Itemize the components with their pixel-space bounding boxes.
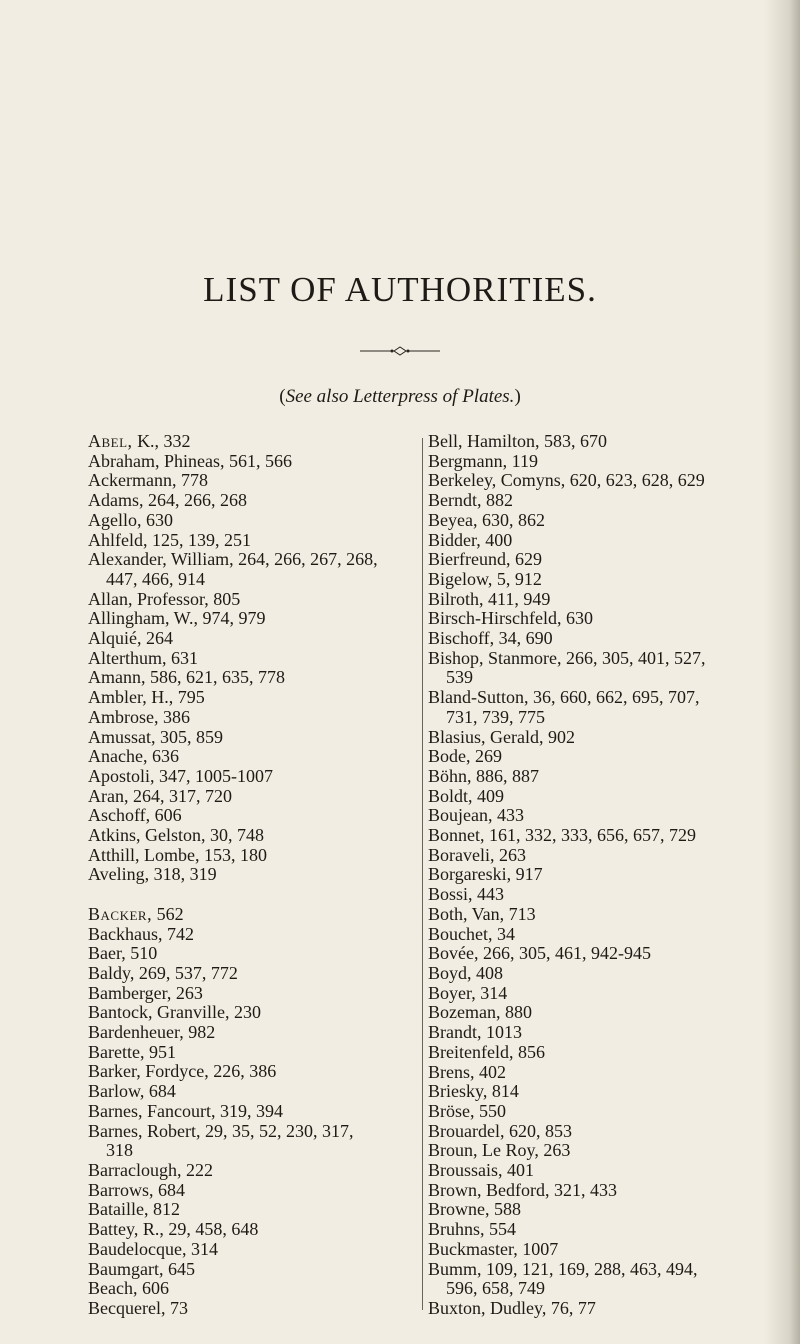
index-entry: Baudelocque, 314: [88, 1238, 218, 1259]
index-entry: Barnes, Robert, 29, 35, 52, 230, 317,: [88, 1120, 354, 1141]
index-entry-continuation: 447, 466, 914: [106, 568, 205, 589]
entry-pages: 562: [152, 903, 184, 924]
index-entry: Both, Van, 713: [428, 903, 536, 924]
index-entry: Baer, 510: [88, 943, 158, 964]
index-entry: Barlow, 684: [88, 1081, 176, 1102]
index-entry: Blasius, Gerald, 902: [428, 726, 575, 747]
authorities-column-left: [88, 432, 398, 1319]
index-entry: Bierfreund, 629: [428, 549, 542, 570]
divider-ornament: [360, 346, 440, 356]
entry-pages: K., 332: [132, 431, 191, 451]
index-entry: Briesky, 814: [428, 1081, 519, 1102]
index-entry: Allingham, W., 974, 979: [88, 608, 266, 629]
index-entry: Bamberger, 263: [88, 982, 203, 1003]
index-entry: Broun, Le Roy, 263: [428, 1140, 571, 1161]
index-entry-continuation: 731, 739, 775: [446, 706, 545, 727]
index-entry: Borgareski, 917: [428, 864, 543, 885]
section-initial-name: Backer,: [88, 903, 153, 924]
index-entry: Bode, 269: [428, 746, 502, 767]
index-entry: Aschoff, 606: [88, 805, 182, 826]
index-entry: Alterthum, 631: [88, 647, 198, 668]
index-entry: Berkeley, Comyns, 620, 623, 628, 629: [428, 470, 705, 491]
index-entry-continuation: 596, 658, 749: [446, 1278, 545, 1299]
index-entry: Alquié, 264: [88, 628, 173, 649]
index-entry: Bonnet, 161, 332, 333, 656, 657, 729: [428, 825, 696, 846]
index-entry: Breitenfeld, 856: [428, 1041, 545, 1062]
index-entry: Bossi, 443: [428, 884, 505, 905]
index-entry: Aveling, 318, 319: [88, 864, 217, 885]
index-entry: Bovée, 266, 305, 461, 942-945: [428, 943, 651, 964]
index-entry: Brouardel, 620, 853: [428, 1120, 572, 1141]
index-entry: Brandt, 1013: [428, 1022, 522, 1043]
index-entry: [88, 905, 398, 925]
index-entry: Buckmaster, 1007: [428, 1238, 559, 1259]
index-entry: Amussat, 305, 859: [88, 726, 223, 747]
index-entry: Bruhns, 554: [428, 1219, 517, 1240]
index-entry: Bardenheuer, 982: [88, 1022, 216, 1043]
index-entry-continuation: 318: [106, 1140, 133, 1161]
index-entry: Brown, Bedford, 321, 433: [428, 1179, 617, 1200]
see-also-note: (See also Letterpress of Plates.): [279, 386, 521, 407]
index-entry: Baldy, 269, 537, 772: [88, 962, 238, 983]
index-entry: Apostoli, 347, 1005-1007: [88, 765, 274, 786]
index-entry: Barnes, Fancourt, 319, 394: [88, 1100, 283, 1121]
index-entry: Anache, 636: [88, 746, 179, 767]
index-entry: Berndt, 882: [428, 490, 513, 511]
index-entry: Bland-Sutton, 36, 660, 662, 695, 707,: [428, 687, 700, 708]
index-entry: Browne, 588: [428, 1199, 521, 1220]
index-entry: Agello, 630: [88, 509, 173, 530]
section-spacer: [88, 885, 398, 905]
index-entry: Backhaus, 742: [88, 923, 194, 944]
index-entry: Becquerel, 73: [88, 1297, 188, 1318]
index-entry: Boldt, 409: [428, 785, 505, 806]
index-entry: Ambler, H., 795: [88, 687, 205, 708]
index-entry: Allan, Professor, 805: [88, 588, 241, 609]
index-entry: Buxton, Dudley, 76, 77: [428, 1297, 596, 1318]
index-entry: Adams, 264, 266, 268: [88, 490, 247, 511]
index-entry: Bantock, Granville, 230: [88, 1002, 261, 1023]
index-entry: Broussais, 401: [428, 1160, 535, 1181]
index-entry: Ackermann, 778: [88, 470, 208, 491]
index-entry: Ambrose, 386: [88, 706, 190, 727]
index-entry: Ahlfeld, 125, 139, 251: [88, 529, 251, 550]
index-entry-continuation: 539: [446, 667, 473, 688]
index-entry: Amann, 586, 621, 635, 778: [88, 667, 285, 688]
index-entry: Atthill, Lombe, 153, 180: [88, 844, 267, 865]
index-entry: Baumgart, 645: [88, 1258, 195, 1279]
index-entry: [88, 432, 398, 452]
index-entry: Atkins, Gelston, 30, 748: [88, 825, 265, 846]
index-entry: Birsch-Hirschfeld, 630: [428, 608, 593, 629]
index-entry: Barraclough, 222: [88, 1160, 213, 1180]
index-entry: Bidder, 400: [428, 529, 513, 550]
index-entry: Bishop, Stanmore, 266, 305, 401, 527,: [428, 647, 706, 668]
index-entry: Aran, 264, 317, 720: [88, 785, 232, 806]
index-entry: Bouchet, 34: [428, 923, 515, 944]
page-title: LIST OF AUTHORITIES.: [203, 270, 597, 309]
index-entry: Boraveli, 263: [428, 844, 526, 865]
index-entry: Barker, Fordyce, 226, 386: [88, 1061, 277, 1082]
index-entry: Alexander, William, 264, 266, 267, 268,: [88, 549, 378, 570]
index-entry: Bozeman, 880: [428, 1002, 532, 1023]
index-entry: Boyd, 408: [428, 962, 504, 983]
index-entry: Abraham, Phineas, 561, 566: [88, 450, 292, 471]
section-initial-name: Abel,: [88, 431, 133, 451]
index-entry: Boujean, 433: [428, 805, 524, 826]
index-entry: Barette, 951: [88, 1041, 176, 1062]
index-entry: Bataille, 812: [88, 1199, 180, 1220]
index-entry: Battey, R., 29, 458, 648: [88, 1219, 259, 1240]
index-entry: Bigelow, 5, 912: [428, 568, 542, 589]
index-entry: Bell, Hamilton, 583, 670: [428, 431, 607, 451]
index-entry: Bilroth, 411, 949: [428, 588, 551, 609]
index-entry: Böhn, 886, 887: [428, 765, 540, 786]
index-entry: Beach, 606: [88, 1278, 169, 1299]
authorities-column-right: [428, 432, 758, 1319]
index-entry: Bischoff, 34, 690: [428, 628, 553, 649]
index-entry: Bergmann, 119: [428, 450, 538, 471]
index-entry: Bröse, 550: [428, 1100, 506, 1121]
page-edge-shadow: [764, 0, 800, 1344]
column-divider: [422, 438, 423, 1310]
index-entry: Beyea, 630, 862: [428, 509, 545, 530]
index-entry: Brens, 402: [428, 1061, 506, 1082]
index-entry: Boyer, 314: [428, 982, 508, 1003]
index-entry: Barrows, 684: [88, 1179, 185, 1200]
index-entry: Bumm, 109, 121, 169, 288, 463, 494,: [428, 1258, 698, 1279]
